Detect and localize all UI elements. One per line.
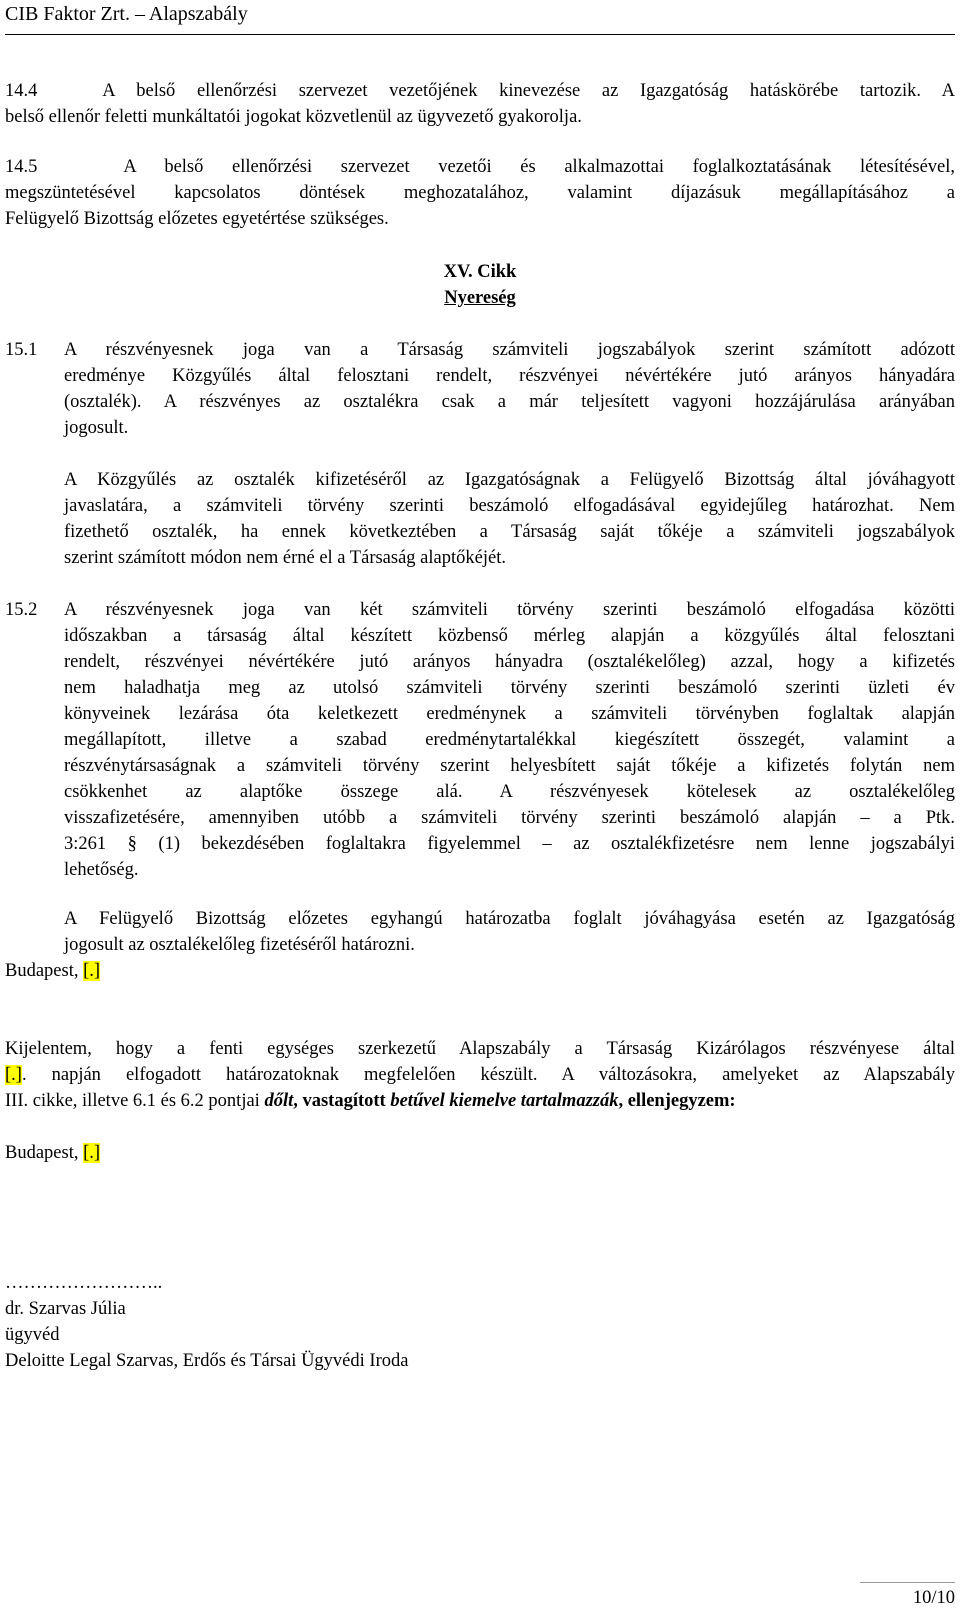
date-placeholder: [.] (83, 961, 101, 981)
declaration (5, 1036, 955, 1114)
paragraph-line: lehetőség. (64, 860, 139, 880)
paragraph-line: A részvényesnek joga van a Társaság számviteli jogszabályok szerint számított adózott (64, 340, 955, 360)
paragraph-line: időszakban a társaság által készített közbenső mérleg alapján a közgyűlés által felosztani (64, 626, 955, 646)
date-placeholder: [.] (5, 1065, 22, 1085)
paragraph-line: A Felügyelő Bizottság előzetes egyhangú határozatba foglalt jóváhagyása esetén az Igazgatóság (64, 909, 955, 929)
paragraph-line: jogosult. (64, 418, 129, 438)
paragraph-line: belső ellenőr feletti munkáltatói jogokat közvetlenül az ügyvezető gyakorolja. (5, 107, 582, 127)
page-number: 10/10 (912, 1588, 955, 1608)
signatory-role: ügyvéd (5, 1325, 60, 1345)
paragraph-line: részvénytársaságnak a számviteli törvény szerint helyesbített saját tőkéje a kifizetés folytán nem (64, 756, 955, 776)
section-15-1-paragraph-2 (64, 467, 955, 571)
article-number: XV. Cikk (443, 262, 517, 282)
paragraph-line: fizethető osztalék, ha ennek következtében a Társaság saját tőkéje a számviteli jogszabályok (64, 522, 955, 542)
section-15-1-number: 15.1 (5, 340, 38, 360)
paragraph-line: javaslatára, a számviteli törvény szerinti beszámoló elfogadásával egyidejűleg határozhat. Nem (64, 496, 955, 516)
paragraph-line: megszüntetésével kapcsolatos döntések meghozatalához, valamint díjazásuk megállapításához a (5, 183, 955, 203)
paragraph-line: rendelt, részvényei névértékére jutó arányos hányadra (osztalékelőleg) azzal, hogy a kifizetés (64, 652, 955, 672)
paragraph-line: 14.4 A belső ellenőrzési szervezet vezetőjének kinevezése az Igazgatóság hatáskörébe tartozik. A (5, 81, 955, 101)
section-number: 14.5 (5, 157, 38, 177)
paragraph-line: szerint számított módon nem érné el a Társaság alaptőkéjét. (64, 548, 506, 568)
paragraph-line: visszafizetésére, amennyiben utóbb a számviteli törvény szerinti beszámoló alapján – a Ptk. (64, 808, 955, 828)
paragraph-line: csökkenhet az alaptőke összege alá. A részvényesek kötelesek az osztalékelőleg (64, 782, 955, 802)
section-15-2 (64, 597, 955, 883)
paragraph-line: megállapított, illetve a szabad eredménytartalékkal kiegészített összegét, valamint a (64, 730, 955, 750)
paragraph-line: nem haladhatja meg az utolsó számviteli törvény szerinti beszámoló szerinti üzleti év (64, 678, 955, 698)
paragraph-line: könyveinek lezárása óta keletkezett eredménynek a számviteli törvényben foglaltak alapján (64, 704, 955, 724)
signatory-firm: Deloitte Legal Szarvas, Erdős és Társai Ügyvédi Iroda (5, 1351, 409, 1371)
section-15-2-paragraph-2 (64, 906, 955, 958)
paragraph-line: Kijelentem, hogy a fenti egységes szerkezetű Alapszabály a Társaság Kizárólagos részvényese által (5, 1039, 955, 1059)
section-15-1 (64, 337, 955, 441)
place-date-1: Budapest, [.] (5, 961, 101, 981)
section-15-2-number: 15.2 (5, 600, 38, 620)
paragraph-line: jogosult az osztalékelőleg fizetéséről határozni. (64, 935, 415, 955)
paragraph-line: eredménye Közgyűlés által felosztani rendelt, részvényei névértékére jutó arányos hányadára (64, 366, 955, 386)
date-placeholder: [.] (83, 1143, 101, 1163)
signature-dots: …………………….. (5, 1273, 163, 1293)
header-title: CIB Faktor Zrt. – Alapszabály (5, 3, 248, 25)
footer-rule (860, 1582, 955, 1583)
paragraph-line: Felügyelő Bizottság előzetes egyetértése szükséges. (5, 209, 389, 229)
section-number: 14.4 (5, 81, 38, 101)
paragraph-line: III. cikke, illetve 6.1 és 6.2 pontjai dőlt, vastagított betűvel kiemelve tartalmazzák, ellenjegyzem: (5, 1091, 736, 1111)
signatory-name: dr. Szarvas Júlia (5, 1299, 126, 1319)
paragraph-line: 14.5 A belső ellenőrzési szervezet vezetői és alkalmazottai foglalkoztatásának létesítésével, (5, 157, 956, 177)
section-14-4 (5, 78, 955, 130)
paragraph-line: A részvényesnek joga van két számviteli törvény szerinti beszámoló elfogadása közötti (64, 600, 955, 620)
paragraph-line: [.]. napján elfogadott határozatoknak megfelelően készült. A változásokra, amelyeket az Alapszabály (5, 1065, 955, 1085)
paragraph-line: (osztalék). A részvényes az osztalékra csak a már teljesített vagyoni hozzájárulása arányában (64, 392, 955, 412)
page-header (5, 0, 955, 35)
place-date-2: Budapest, [.] (5, 1143, 101, 1163)
paragraph-line: A Közgyűlés az osztalék kifizetéséről az Igazgatóságnak a Felügyelő Bizottság által jóváhagyott (64, 470, 955, 490)
article-title: Nyereség (444, 288, 516, 308)
paragraph-line: 3:261 § (1) bekezdésében foglaltakra figyelemmel – az osztalékfizetésre nem lenne jogszabályi (64, 834, 955, 854)
section-14-5 (5, 154, 955, 232)
